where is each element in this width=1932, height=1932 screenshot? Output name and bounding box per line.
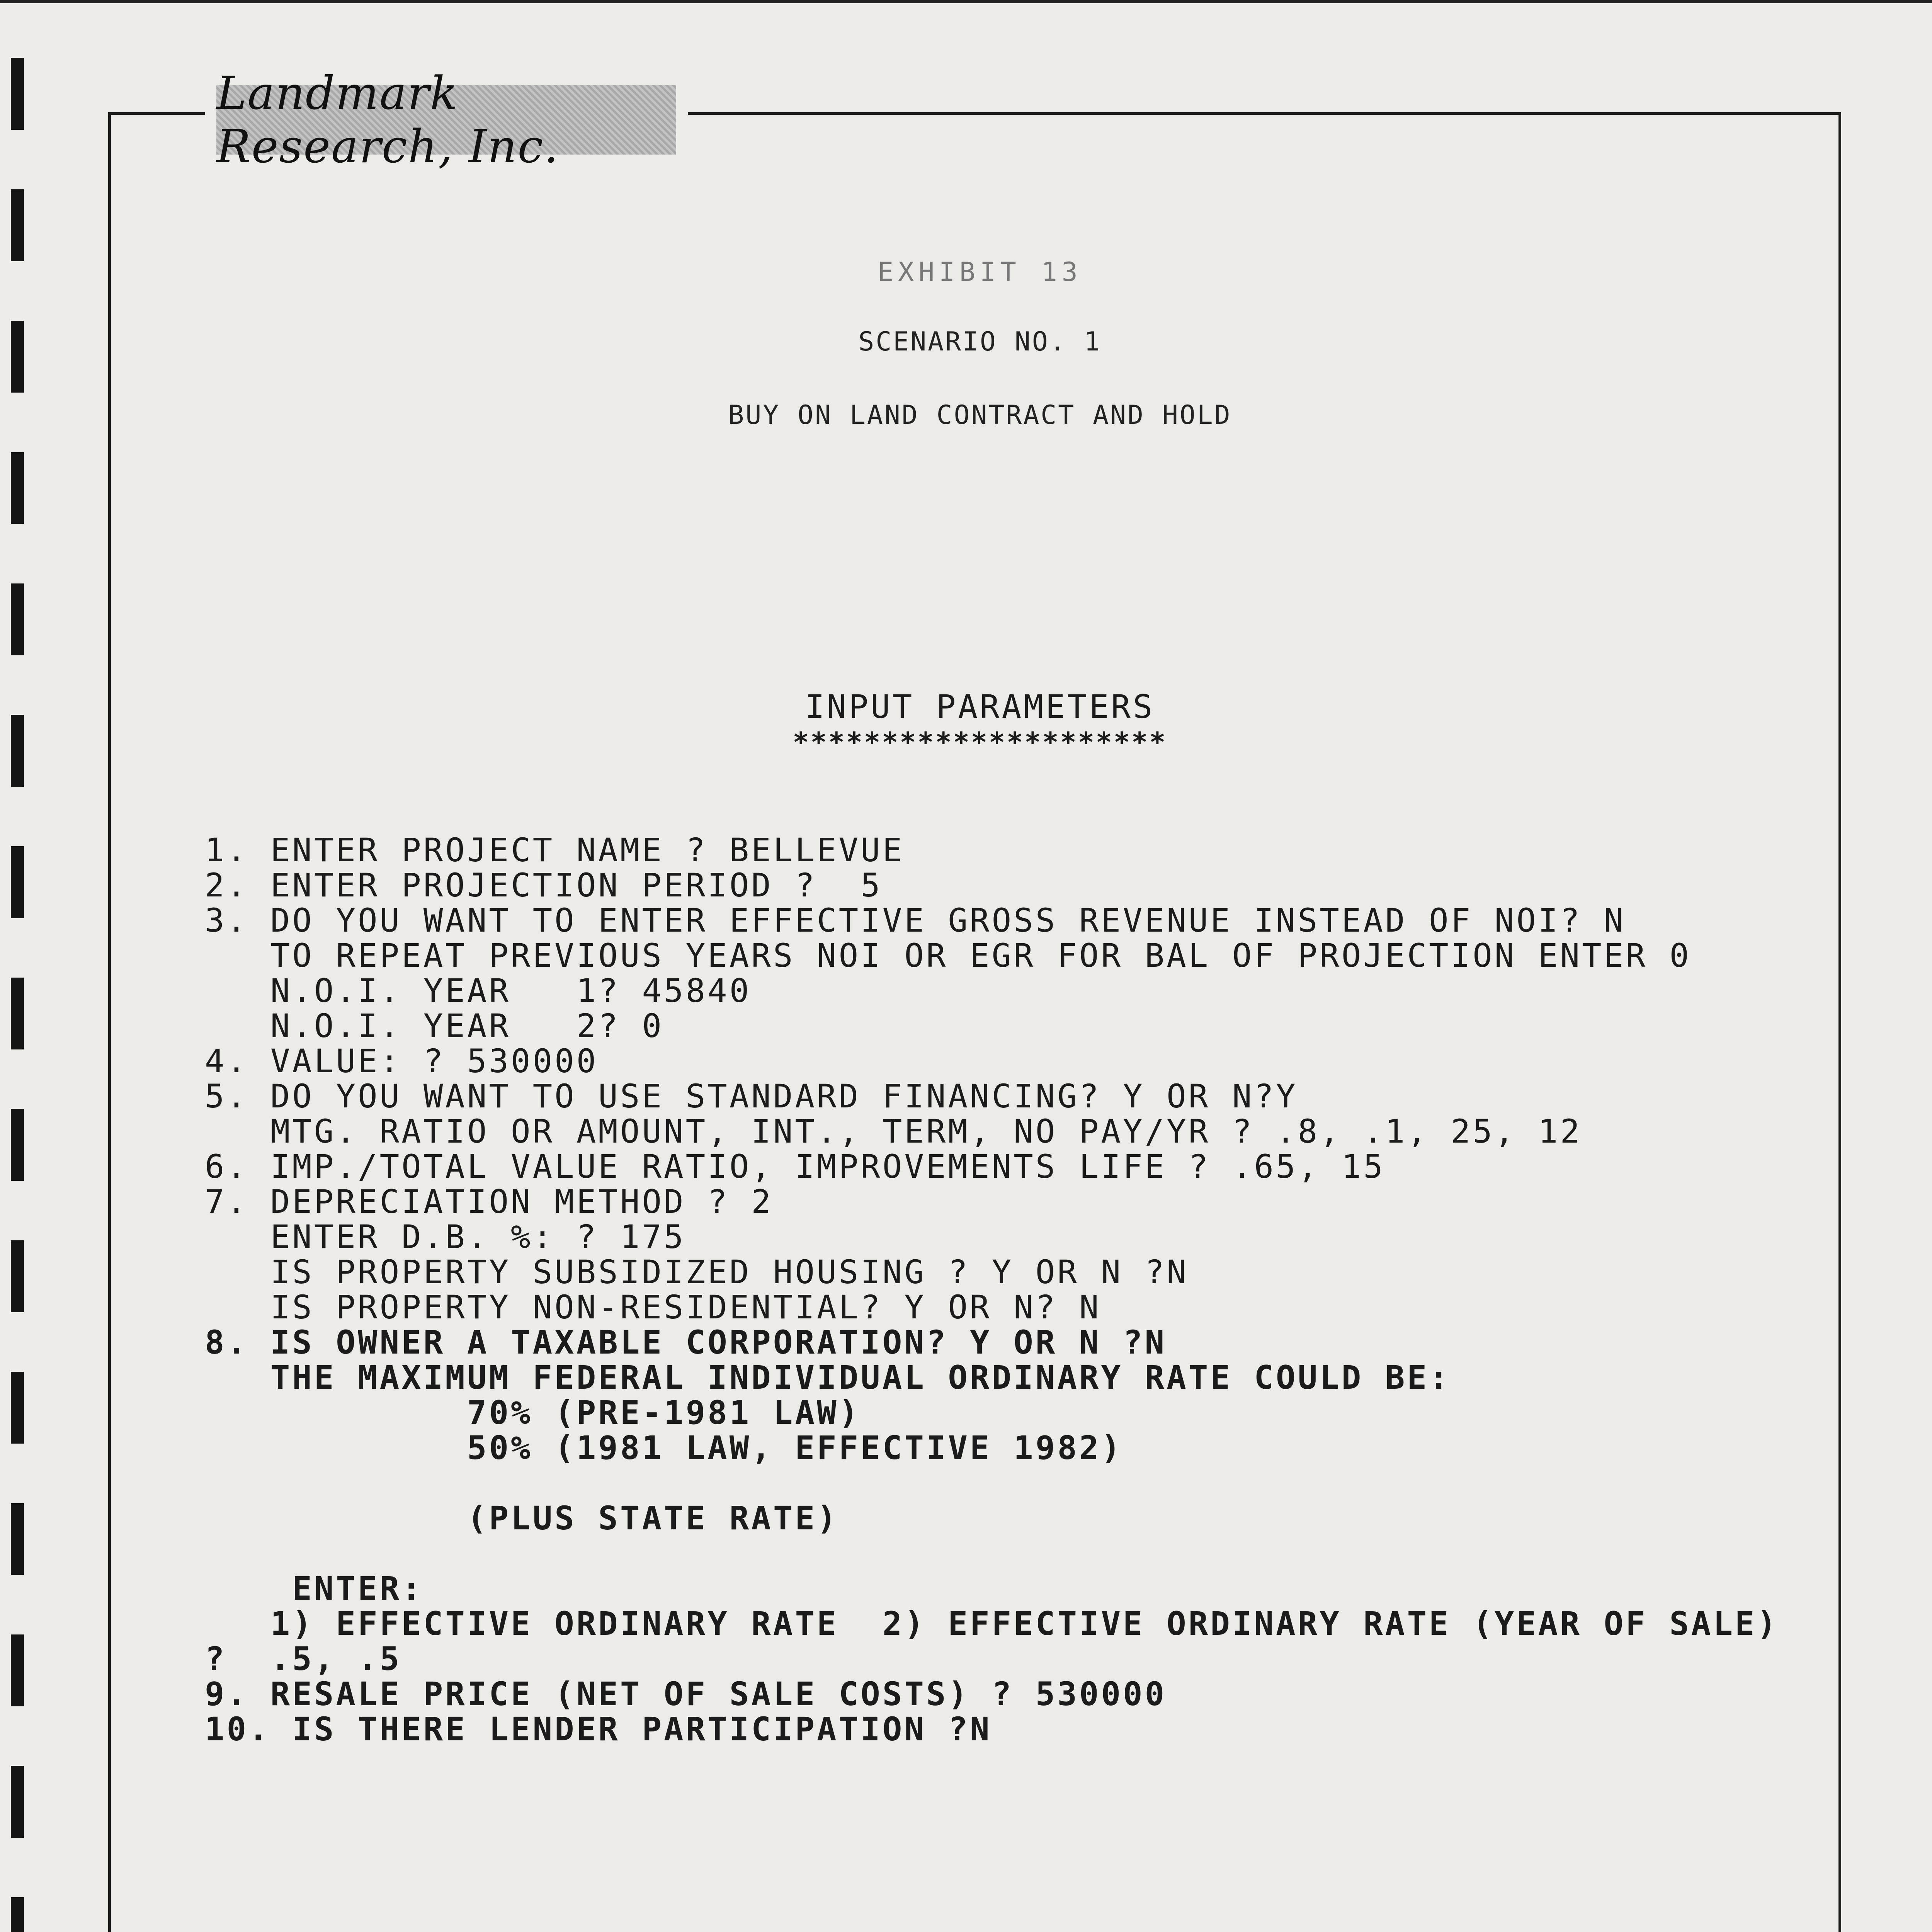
parameter-line: 70% (PRE-1981 LAW) [205,1394,861,1432]
logo-banner [216,66,676,173]
binding-mark [11,58,24,130]
parameter-line: ENTER: [205,1570,423,1607]
blank-line [205,1536,1828,1571]
parameter-line: 50% (1981 LAW, EFFECTIVE 1982) [205,1429,1123,1467]
parameter-line: THE MAXIMUM FEDERAL INDIVIDUAL ORDINARY RATE COULD BE: [205,1359,1451,1396]
binding-mark [11,846,24,918]
parameter-line: 5. DO YOU WANT TO USE STANDARD FINANCING? Y OR N?Y [205,1077,1298,1115]
logo-text: Landmark Research, Inc. [216,66,560,173]
parameter-line: (PLUS STATE RATE) [205,1499,839,1537]
parameter-line: 1. ENTER PROJECT NAME ? BELLEVUE [205,831,905,869]
binding-mark [11,583,24,655]
input-parameters-list [205,833,1828,1747]
company-logo [205,66,688,173]
section-title: INPUT PARAMETERS [805,688,1155,726]
scenario-subtitle: BUY ON LAND CONTRACT AND HOLD [728,400,1232,430]
parameter-line: 8. IS OWNER A TAXABLE CORPORATION? Y OR N ?N [205,1323,1167,1361]
parameter-line: 4. VALUE: ? 530000 [205,1042,599,1080]
binding-mark [11,1897,24,1932]
binding-mark [11,978,24,1049]
scenario-label: SCENARIO NO. 1 [858,327,1102,357]
parameter-line: ENTER D.B. %: ? 175 [205,1218,686,1256]
parameter-line: MTG. RATIO OR AMOUNT, INT., TERM, NO PAY/YR ? .8, .1, 25, 12 [205,1112,1582,1150]
binding-mark [11,1240,24,1312]
parameter-line: 7. DEPRECIATION METHOD ? 2 [205,1183,773,1221]
binding-mark [11,1634,24,1706]
parameter-line: N.O.I. YEAR 2? 0 [205,1007,664,1045]
parameter-line: 10. IS THERE LENDER PARTICIPATION ?N [205,1710,992,1748]
top-edge-rule [0,0,1932,3]
parameter-line: N.O.I. YEAR 1? 45840 [205,972,752,1010]
parameter-line: 2. ENTER PROJECTION PERIOD ? 5 [205,866,883,904]
parameter-line: 6. IMP./TOTAL VALUE RATIO, IMPROVEMENTS LIFE ? .65, 15 [205,1148,1385,1185]
binding-mark [11,1109,24,1181]
parameter-line: IS PROPERTY SUBSIDIZED HOUSING ? Y OR N ?N [205,1253,1189,1291]
blank-line [205,1466,1828,1501]
binding-mark [11,1503,24,1575]
parameter-line: IS PROPERTY NON-RESIDENTIAL? Y OR N? N [205,1288,1101,1326]
exhibit-label: EXHIBIT 13 [878,257,1082,287]
parameter-line: 3. DO YOU WANT TO ENTER EFFECTIVE GROSS REVENUE INSTEAD OF NOI? N [205,901,1626,939]
binding-mark [11,452,24,524]
binding-mark [11,1766,24,1838]
binding-mark [11,1372,24,1444]
parameter-line: ? .5, .5 [205,1640,402,1678]
parameter-line: 1) EFFECTIVE ORDINARY RATE 2) EFFECTIVE ORDINARY RATE (YEAR OF SALE) [205,1605,1779,1643]
parameter-line: 9. RESALE PRICE (NET OF SALE COSTS) ? 530000 [205,1675,1167,1713]
parameter-line: TO REPEAT PREVIOUS YEARS NOI OR EGR FOR BAL OF PROJECTION ENTER 0 [205,937,1691,975]
binding-mark [11,189,24,261]
section-title-underline: ********************* [793,726,1167,758]
